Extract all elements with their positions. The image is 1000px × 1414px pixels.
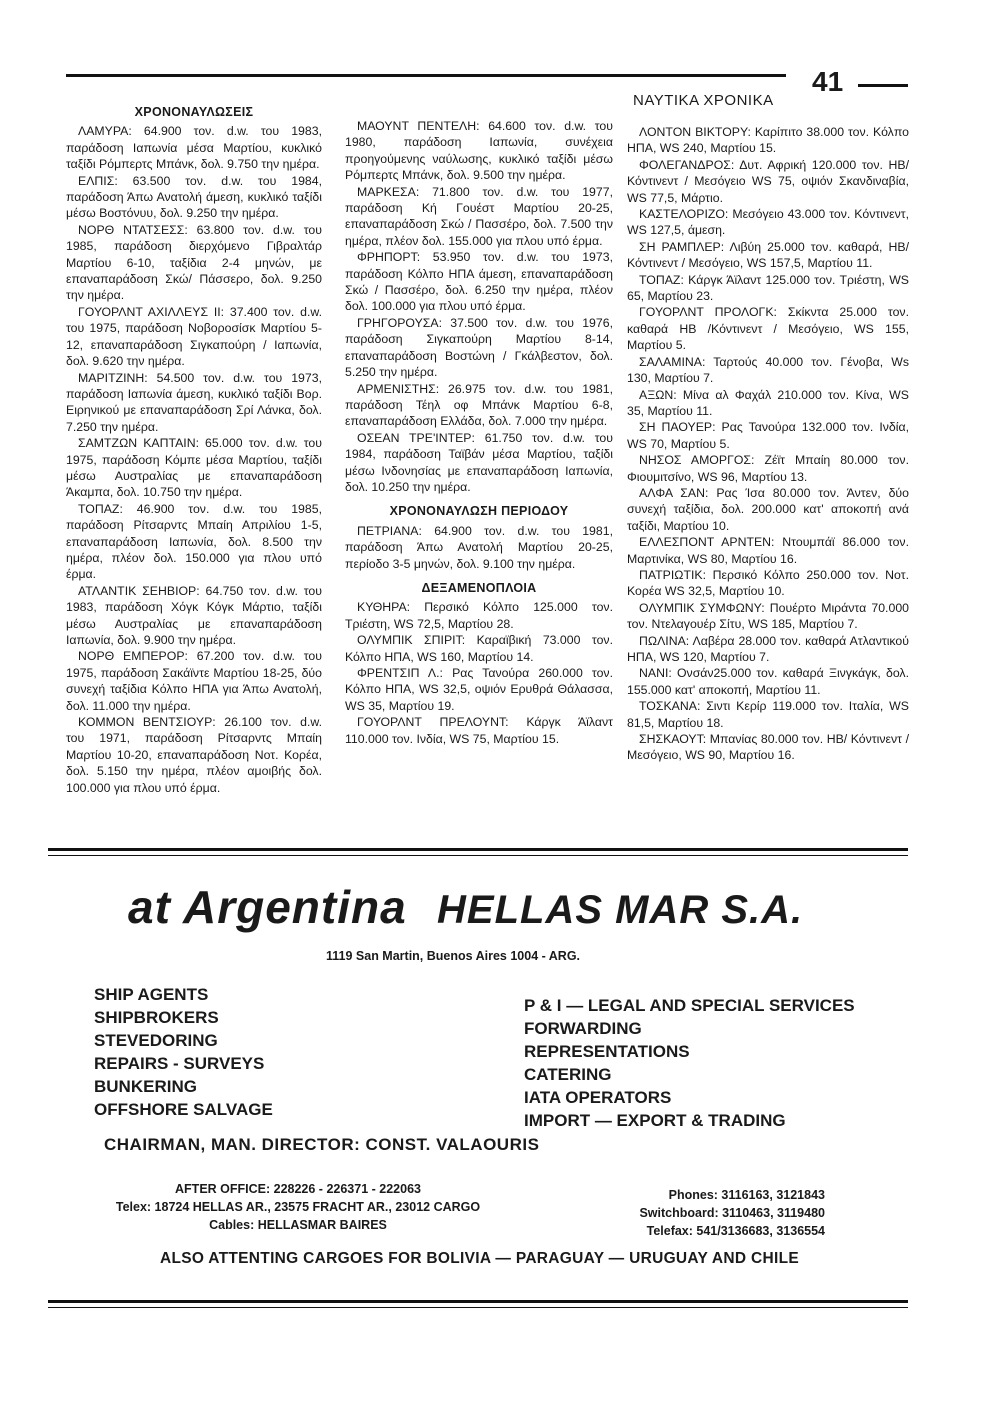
listing-entry: ΣΑΛΑΜΙΝΑ: Ταρτούς 40.000 τον. Γένοβα, Ws 130, Μαρτίου 7. (627, 354, 909, 386)
listing-entry: ΕΛΛΕΣΠΟΝΤ ΑΡΝΤΕΝ: Ντουμπάϊ 86.000 τον. Μαρτινίκα, WS 80, Μαρτίου 16. (627, 535, 909, 566)
listing-entry: ΜΑΟΥΝΤ ΠΕΝΤΕΛΗ: 64.600 τον. d.w. του 1980, παράδοση Ιαπωνία, συνέχεια προηγούμενης ναύλωσης, κυκλικό ταξίδι μέσω Ρόμπερτς Μπάνκ, δολ. 9.500 την ημέρα. (345, 119, 613, 183)
page-number: 41 (812, 66, 844, 97)
listing-entry: ΟΛΥΜΠΙΚ ΣΥΜΦΩΝΥ: Πουέρτο Μιράντα 70.000 τον. Ντελαγουέρ Σίτυ, WS 185, Μαρτίου 7. (627, 600, 909, 632)
service-item: IATA OPERATORS (524, 1088, 672, 1107)
service-item: SHIPBROKERS (94, 1008, 219, 1027)
contact-block-right (620, 1186, 825, 1240)
listing-entry: ΑΤΛΑΝΤΙΚ ΣΕΗΒΙΟΡ: 64.750 τον. d.w. του 1983, παράδοση Χόγκ Κόγκ Μάρτιο, ταξίδι μέσω Αυστραλίας με επαναπαράδοση Ιαπωνία, δολ. 9.900 την ημέρα. (66, 583, 322, 647)
listing-entry: ΦΡΗΠΟΡΤ: 53.950 τον. d.w. του 1973, παράδοση Κόλπο ΗΠΑ άμεση, επαναπαράδοση Σκώ / Πασσέρο, δολ. 6.250 την ημέρα, πλέον δολ. 100.000 για πλου υπό έρμα. (345, 250, 613, 314)
listing-entry: ΤΟΠΑΖ: 46.900 τον. d.w. του 1985, παράδοση Ρίτσαρντς Μπαίη Απριλίου 1-5, επαναπαράδοση Ιαπωνία, δολ. 8.500 την ημέρα, πλέον δολ. 150.000 για πλου υπό έρμα. (66, 501, 322, 582)
service-item: STEVEDORING (94, 1031, 218, 1050)
phones: Phones: 3116163, 3121843 (668, 1188, 825, 1202)
listing-entry: ΣΑΜΤΖΩΝ ΚΑΠΤΑΙΝ: 65.000 τον. d.w. του 1975, παράδοση Κόμπε μέσα Μαρτίου, ταξίδι μέσω Αυστραλίας με επαναπαράδοση Άκαμπα, δολ. 10.750 την ημέρα. (66, 436, 322, 500)
listing-entry: ΣΗΣΚΑΟΥΤ: Μπανίας 80.000 τον. ΗΒ/ Κόντινεντ / Μεσόγειο, WS 90, Μαρτίου 16. (627, 732, 909, 763)
listing-entry: ΝΟΡΘ ΝΤΑΤΣΕΣΣ: 63.800 τον. d.w. του 1985, παράδοση διερχόμενο Γιβραλτάρ Μαρτίου 6-10, ταξίδια 2-4 μηνών, με επαναπαράδοση Σκώ/ Πάσσερο, δολ. 9.250 την ημέρα. (66, 222, 322, 303)
listing-entry: ΛΟΝΤΟΝ ΒΙΚΤΟΡΥ: Καρίπιτο 38.000 τον. Κόλπο ΗΠΑ, WS 240, Μαρτίου 15. (627, 125, 909, 156)
services-right-list (524, 994, 855, 1132)
advert-brand-line: at Argentina (128, 881, 407, 933)
service-item: CATERING (524, 1065, 612, 1084)
listing-entry: ΓΟΥΟΡΛΝΤ ΠΡΟΛΟΓΚ: Σκίκντα 25.000 τον. καθαρά ΗΒ /Κόντινεντ / Μεσόγειο, WS 155, Μαρτίου 5. (627, 305, 909, 353)
cable-address: Cables: HELLASMAR BAIRES (209, 1218, 387, 1232)
listing-entry: ΑΛΦΑ ΣΑΝ: Ρας Ίσα 80.000 τον. Άντεν, δύο συνεχή ταξίδια, δολ. 200.000 κατ' αποκοπή ανά ταξίδι, Μαρτίου 10. (627, 485, 909, 533)
entry-list (627, 124, 909, 764)
listing-entry: ΦΟΛΕΓΑΝΔΡΟΣ: Δυτ. Αφρική 120.000 τον. ΗΒ/Κόντινεντ / Μεσόγειο WS 75, οψιόν Σκανδιναβία, WS 77,5, Μάρτιο. (627, 157, 909, 205)
service-item: OFFSHORE SALVAGE (94, 1100, 273, 1119)
section-heading-period-charter: ΧΡΟΝΟΝΑΥΛΩΣΗ ΠΕΡΙΟΔΟΥ (389, 504, 569, 519)
listing-entry: ΟΣΕΑΝ ΤΡΕ'ΙΝΤΕΡ: 61.750 τον. d.w. του 1984, παράδοση Ταϊβάν μέσα Μαρτίου, ταξίδι μέσω Ινδονησίας με επαναπαράδοση Ιαπωνία, δολ. 10.250 την ημέρα. (345, 430, 613, 494)
listing-entry: ΝΑΝΙ: Ονσάν25.000 τον. καθαρά Ξινγκάγκ, δολ. 155.000 κατ' αποκοπή, Μαρτίου 11. (627, 666, 909, 697)
column-tankers-continued (627, 124, 909, 764)
listing-entry: ΑΞΩΝ: Μίνα αλ Φαχάλ 210.000 τον. Κίνα, WS 35, Μαρτίου 11. (627, 387, 909, 418)
listing-entry: ΠΕΤΡΙΑΝΑ: 64.900 τον. d.w. του 1981, παράδοση Άπω Ανατολή Μαρτίου 20-25, περίοδο 3-5 μηνών, δολ. 9.100 την ημέρα. (345, 523, 613, 571)
listing-entry: ΜΑΡΙΤΖΙΝΗ: 54.500 τον. d.w. του 1973, παράδοση Ιαπωνία άμεση, κυκλικό ταξίδι Βορ. Ειρηνικού με επαναπαράδοση Σρί Λάνκα, δολ. 7.250 την ημέρα. (66, 370, 322, 434)
listing-entry: ΣΗ ΠΑΟΥΕΡ: Ρας Τανούρα 132.000 τον. Ινδία, WS 70, Μαρτίου 5. (627, 420, 909, 451)
telex-numbers: Telex: 18724 HELLAS AR., 23575 FRACHT AR., 23012 CARGO (115, 1200, 481, 1214)
listing-entry: ΠΩΛΙΝΑ: Λαβέρα 28.000 τον. καθαρά Ατλαντικού ΗΠΑ, WS 120, Μαρτίου 7. (627, 633, 909, 664)
listing-entry: ΤΟΠΑΖ: Κάργκ Άϊλαντ 125.000 τον. Τριέστη, WS 65, Μαρτίου 23. (627, 272, 909, 304)
advert-footer-line: ALSO ATTENTING CARGOES FOR BOLIVIA — PARAGUAY — URUGUAY AND CHILE (160, 1250, 799, 1267)
magazine-title: ΝΑΥΤΙΚΑ ΧΡΟΝΙΚΑ (633, 92, 774, 109)
listing-entry: ΚΑΣΤΕΛΟΡΙΖΟ: Μεσόγειο 43.000 τον. Κόντινεντ, WS 127,5, άμεση. (627, 207, 909, 238)
listing-entry: ΛΑΜΥΡΑ: 64.900 τον. d.w. του 1983, παράδοση Ιαπωνία μέσα Μαρτίου, κυκλικό ταξίδι Ρόμπερτς Μπάνκ, δολ. 9.750 την ημέρα. (66, 124, 322, 172)
entry-list (66, 123, 322, 796)
entry-list (345, 599, 613, 747)
column-time-charters (66, 104, 322, 796)
entry-list (345, 523, 613, 572)
advert-company-name: HELLAS MAR S.A. (437, 888, 804, 932)
header-rule-right (858, 84, 908, 87)
advert-chairman: CHAIRMAN, MAN. DIRECTOR: CONST. VALAOURIS (104, 1135, 540, 1154)
contact-block-left (78, 1180, 518, 1234)
advert-border-bottom-thin (48, 1307, 908, 1308)
telefax: Telefax: 541/3136683, 3136554 (646, 1224, 825, 1238)
listing-entry: ΓΟΥΟΡΛΝΤ ΠΡΕΛΟΥΝΤ: Κάργκ Άϊλαντ 110.000 τον. Ινδία, WS 75, Μαρτίου 15. (345, 715, 613, 746)
service-item: BUNKERING (94, 1077, 197, 1096)
listing-entry: ΣΗ ΡΑΜΠΛΕΡ: Λιβύη 25.000 τον. καθαρά, ΗΒ/ Κόντινεντ / Μεσόγειο, WS 157,5, Μαρτίου 11. (627, 239, 909, 271)
advert-border-top (48, 848, 908, 851)
listing-entry: ΓΡΗΓΟΡΟΥΣΑ: 37.500 τον. d.w. του 1976, παράδοση Σιγκαπούρη Μαρτίου 8-14, επαναπαράδοση Βοστώνη / Γκάλβεστον, δολ. 5.250 την ημέρα. (345, 315, 613, 380)
listing-entry: ΟΛΥΜΠΙΚ ΣΠΙΡΙΤ: Καραϊβική 73.000 τον. Κόλπο ΗΠΑ, WS 160, Μαρτίου 14. (345, 633, 613, 664)
after-office-phones: AFTER OFFICE: 228226 - 226371 - 222063 (175, 1182, 421, 1196)
listing-entry: ΤΟΣΚΑΝΑ: Σιντι Κερίρ 119.000 τον. Ιταλία, WS 81,5, Μαρτίου 18. (627, 699, 909, 730)
switchboard: Switchboard: 3110463, 3119480 (639, 1206, 825, 1220)
advert-border-top-thin (48, 855, 908, 856)
service-item: REPAIRS - SURVEYS (94, 1054, 265, 1073)
listing-entry: ΓΟΥΟΡΛΝΤ ΑΧΙΛΛΕΥΣ ΙΙ: 37.400 τον. d.w. του 1975, παράδοση Νοβοροσίσκ Μαρτίου 5-12, επαναπαράδοση Σιγκαπούρη / Ιαπωνία, δολ. 9.620 την ημέρα. (66, 304, 322, 369)
services-left-list (94, 983, 273, 1121)
listing-entry: ΑΡΜΕΝΙΣΤΗΣ: 26.975 τον. d.w. του 1981, παράδοση Τέηλ οφ Μπάνκ Μαρτίου 6-8, επαναπαράδοση Ελλάδα, δολ. 7.000 την ημέρα. (345, 381, 613, 429)
listing-entry: ΦΡΕΝΤΣΙΠ Λ.: Ρας Τανούρα 260.000 τον. Κόλπο ΗΠΑ, WS 32,5, οψιόν Ερυθρά Θάλασσα, WS 35, Μαρτίου 19. (345, 666, 613, 713)
service-item: P & I — LEGAL AND SPECIAL SERVICES (524, 996, 855, 1015)
service-item: FORWARDING (524, 1019, 642, 1038)
advert-border-bottom (48, 1300, 908, 1303)
listing-entry: ΚΟΜΜΟΝ ΒΕΝΤΣΙΟΥΡ: 26.100 τον. d.w. του 1971, παράδοση Ρίτσαρντς Μπαίη Μαρτίου 10-20, επαναπαράδοση Νοτ. Κορέα, δολ. 5.150 την ημέρα, πλέον αμοιβής δολ. 100.000 για πλου υπό έρμα. (66, 715, 322, 795)
listing-entry: ΝΟΡΘ ΕΜΠΕΡΟΡ: 67.200 τον. d.w. του 1975, παράδοση Σακάϊντε Μαρτίου 18-25, δύο συνεχή ταξίδια Κόλπο ΗΠΑ για Άπω Ανατολή, δολ. 11.000 την ημέρα. (66, 649, 322, 713)
entry-list (345, 118, 613, 495)
service-item: IMPORT — EXPORT & TRADING (524, 1111, 786, 1130)
header-rule-left (66, 74, 786, 77)
listing-entry: ΠΑΤΡΙΩΤΙΚ: Περσικό Κόλπο 250.000 τον. Νοτ. Κορέα WS 32,5, Μαρτίου 10. (627, 567, 909, 599)
listing-entry: ΝΗΣΟΣ ΑΜΟΡΓΟΣ: Ζέϊτ Μπαίη 80.000 τον. Φιουμιτσίνο, WS 96, Μαρτίου 13. (627, 453, 909, 484)
listing-entry: ΕΛΠΙΣ: 63.500 τον. d.w. του 1984, παράδοση Άπω Ανατολή άμεση, κυκλικό ταξίδι μέσω Βοστόνυυ, δολ. 9.250 την ημέρα. (66, 173, 322, 221)
service-item: REPRESENTATIONS (524, 1042, 690, 1061)
service-item: SHIP AGENTS (94, 985, 209, 1004)
listing-entry: ΚΥΘΗΡΑ: Περσικό Κόλπο 125.000 τον. Τριέστη, WS 72,5, Μαρτίου 28. (345, 600, 613, 631)
section-heading-tankers: ΔΕΞΑΜΕΝΟΠΛΟΙΑ (421, 580, 537, 595)
listing-entry: ΜΑΡΚΕΣΑ: 71.800 τον. d.w. του 1977, παράδοση Κή Γουέστ Μαρτίου 20-25, επαναπαράδοση Σκώ / Πασσέρο, δολ. 7.500 την ημέρα, πλέον δολ. 155.000 για πλου υπό έρμα. (345, 184, 613, 248)
advert-address: 1119 San Martin, Buenos Aires 1004 - ARG. (326, 949, 581, 963)
column-continued (345, 118, 613, 747)
section-heading-time-charters: ΧΡΟΝΟΝΑΥΛΩΣΕΙΣ (134, 105, 254, 119)
